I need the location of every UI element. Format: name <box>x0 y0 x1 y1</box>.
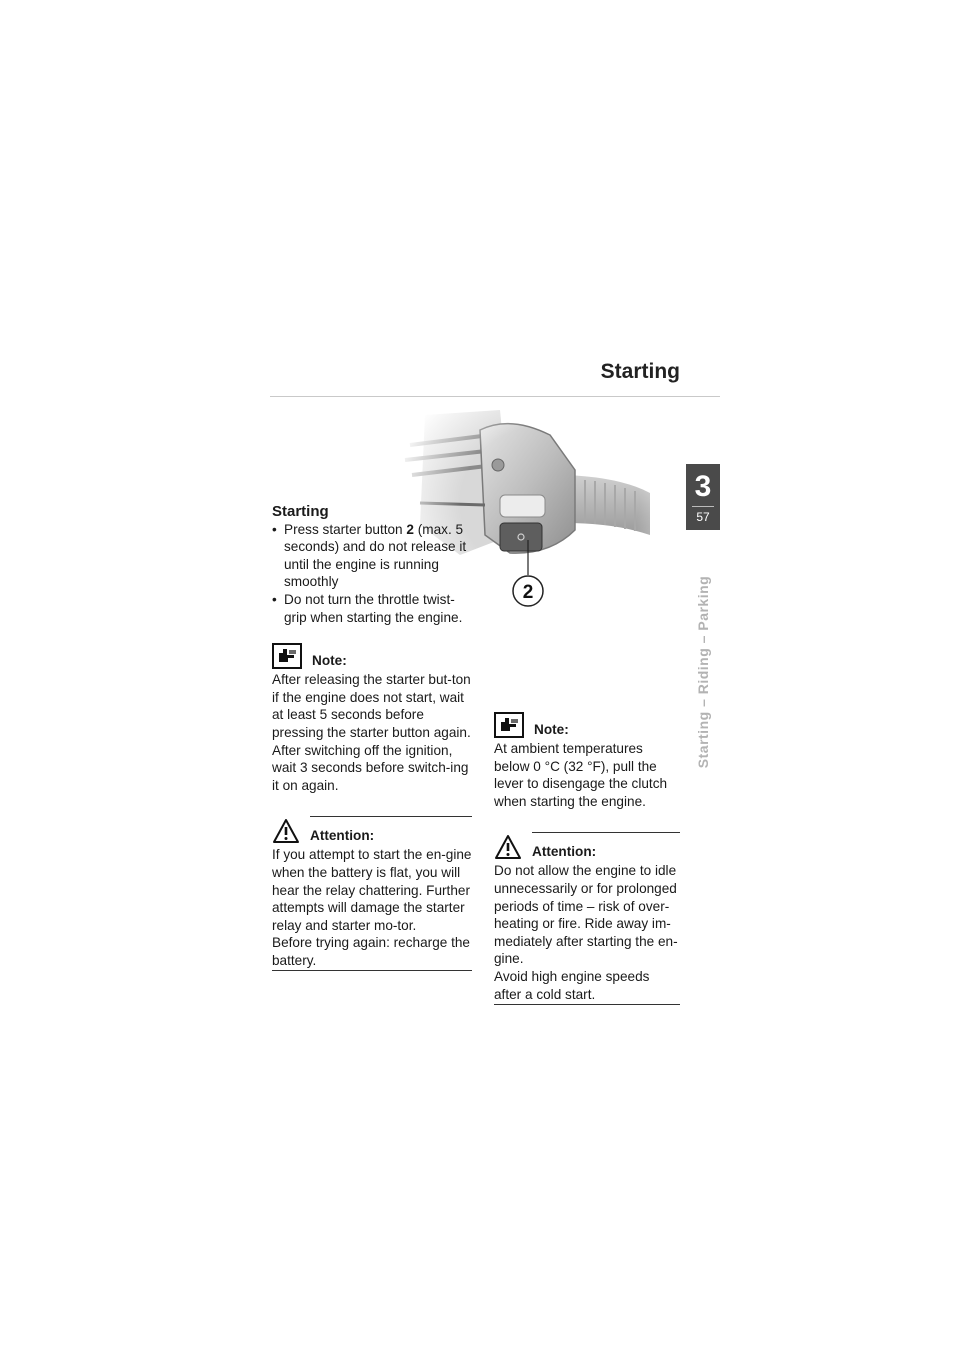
note-label: Note: <box>534 722 569 737</box>
chapter-tab-divider <box>692 506 714 507</box>
page-number: 57 <box>696 510 710 524</box>
note-hand-icon <box>494 712 524 738</box>
note-header <box>272 643 472 669</box>
attention-text: If you attempt to start the en-gine when the battery is flat, you will hear the relay chattering. Further attempts will damage the starter relay and starter mo-tor. <box>272 847 472 933</box>
page-title: Starting <box>600 360 680 383</box>
attention-label: Attention: <box>532 844 597 860</box>
chapter-side-label: Starting – Riding – Parking <box>695 575 711 769</box>
chapter-number: 3 <box>694 470 712 503</box>
attention-text: Do not allow the engine to idle unnecessarily or for prolonged periods of time – risk of over-heating or fire. Ride away im-mediately after starting the en-gine. <box>494 863 678 967</box>
callout-number: 2 <box>522 582 534 603</box>
attention-block <box>272 816 472 971</box>
note-text: After switching off the ignition, wait 3 seconds before switch-ing it on again. <box>272 742 469 793</box>
attention-text: Before trying again: recharge the battery. <box>272 935 470 968</box>
note-block <box>272 643 472 794</box>
attention-top-rule <box>532 832 680 833</box>
right-column <box>494 712 680 1005</box>
left-column <box>272 503 472 971</box>
note-text: At ambient temperatures below 0 °C (32 °F), pull the lever to disengage the clutch when starting the engine. <box>494 741 668 809</box>
section-heading: Starting <box>272 503 329 520</box>
attention-bottom-rule <box>272 970 472 971</box>
instruction-item: • Press starter button 2 (max. 5 seconds) and do not release it until the engine is running smoothly <box>272 521 472 591</box>
warning-triangle-icon <box>272 818 300 844</box>
title-underline <box>270 396 720 397</box>
attention-header <box>494 834 680 860</box>
note-label: Note: <box>312 653 347 669</box>
note-text: After releasing the starter but-ton if the engine does not start, wait at least 5 seconds before pressing the starter button again. <box>272 672 471 740</box>
warning-triangle-icon <box>494 834 522 860</box>
note-hand-icon <box>272 643 302 669</box>
attention-text: Avoid high engine speeds after a cold start. <box>494 968 650 1002</box>
attention-label: Attention: <box>310 828 375 844</box>
attention-top-rule <box>310 816 472 817</box>
chapter-tab <box>686 464 720 530</box>
attention-header <box>272 818 472 844</box>
note-block <box>494 712 680 810</box>
attention-bottom-rule <box>494 1004 680 1005</box>
attention-block <box>494 832 680 1005</box>
instruction-item: • Do not turn the throttle twist-grip when starting the engine. <box>272 591 472 626</box>
note-header <box>494 712 680 738</box>
instruction-list <box>272 521 472 627</box>
